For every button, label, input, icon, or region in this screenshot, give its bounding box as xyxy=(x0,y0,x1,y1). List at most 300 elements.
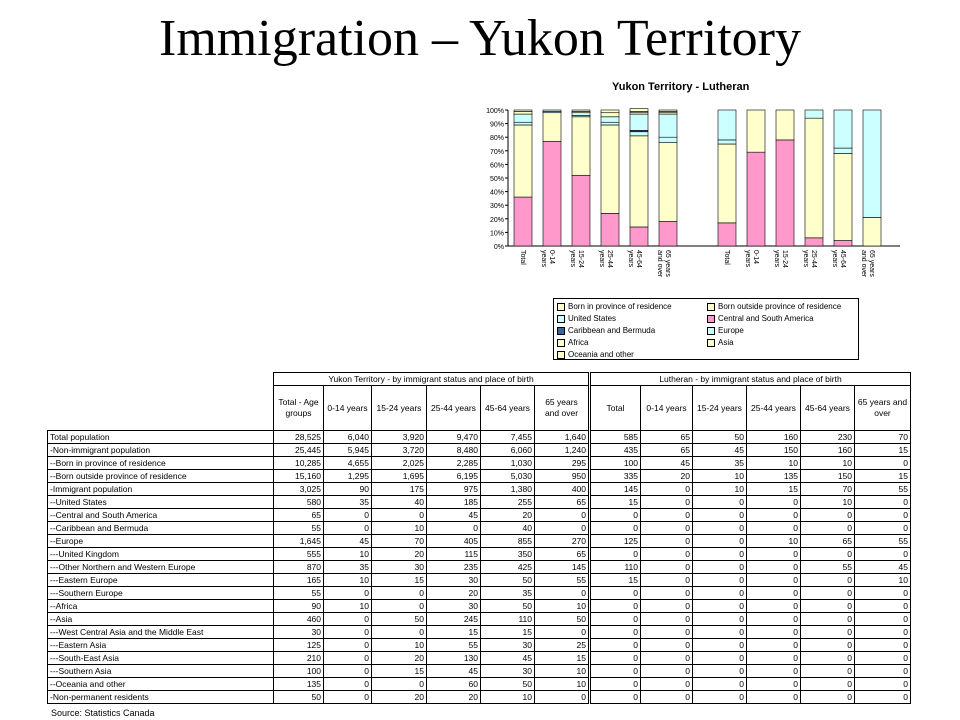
table-cell: 125 xyxy=(591,535,641,548)
table-row xyxy=(591,548,911,561)
table-row xyxy=(48,496,589,509)
table-cell: 0 xyxy=(591,678,641,691)
table-row xyxy=(591,678,911,691)
table-row xyxy=(48,626,589,639)
column-header: 25-44 years xyxy=(427,386,481,431)
table-cell: 70 xyxy=(855,431,911,444)
table-cell: 0 xyxy=(693,600,747,613)
table-cell: 40 xyxy=(372,496,427,509)
table-row xyxy=(591,665,911,678)
y-tick-label: 100% xyxy=(486,108,504,115)
row-label: ---Other Northern and Western Europe xyxy=(48,561,274,574)
row-label: --Born in province of residence xyxy=(48,457,274,470)
table-cell: 230 xyxy=(801,431,855,444)
bar-segment xyxy=(834,110,852,148)
bar-segment xyxy=(863,217,881,246)
table-cell: 65 xyxy=(641,444,693,457)
legend-swatch xyxy=(557,351,565,359)
table-cell: 555 xyxy=(274,548,324,561)
table-cell: 65 xyxy=(801,535,855,548)
table-cell: 35 xyxy=(324,561,372,574)
table-row xyxy=(48,522,589,535)
table-title-row xyxy=(48,373,589,386)
bar-segment xyxy=(718,223,736,246)
table-cell: 0 xyxy=(747,587,801,600)
x-tick-label: 25-44 xyxy=(810,250,817,268)
table-row xyxy=(591,691,911,704)
table-cell: 4,655 xyxy=(324,457,372,470)
x-tick-label: 15-24 xyxy=(577,250,584,268)
table-cell: 0 xyxy=(535,509,589,522)
table-cell: 10 xyxy=(535,665,589,678)
y-tick-label: 90% xyxy=(489,121,504,129)
table-cell: 0 xyxy=(591,522,641,535)
table-cell: 0 xyxy=(641,548,693,561)
table-cell: 10 xyxy=(693,483,747,496)
table-cell: 150 xyxy=(747,444,801,457)
table-row xyxy=(48,483,589,496)
table-cell: 0 xyxy=(855,522,911,535)
table-cell: 0 xyxy=(747,509,801,522)
table-cell: 270 xyxy=(535,535,589,548)
table-cell: 0 xyxy=(693,509,747,522)
table-row xyxy=(591,626,911,639)
column-header: 0-14 years xyxy=(324,386,372,431)
legend-item xyxy=(557,313,616,325)
x-tick-label: 15-24 xyxy=(781,250,788,268)
table-cell: 0 xyxy=(591,665,641,678)
table-cell: 145 xyxy=(591,483,641,496)
table-cell: 0 xyxy=(591,509,641,522)
row-label: ---United Kingdom xyxy=(48,548,274,561)
table-cell: 0 xyxy=(641,600,693,613)
table-cell: 15 xyxy=(855,444,911,457)
table-cell: 0 xyxy=(591,587,641,600)
table-cell: 405 xyxy=(427,535,481,548)
y-tick-label: 30% xyxy=(489,203,504,211)
table-cell: 65 xyxy=(641,431,693,444)
table-row xyxy=(48,561,589,574)
table-row xyxy=(48,678,589,691)
table-cell: 50 xyxy=(535,613,589,626)
table-row xyxy=(591,600,911,613)
table-cell: 30 xyxy=(481,639,535,652)
row-label: ---Eastern Europe xyxy=(48,574,274,587)
table-cell: 10 xyxy=(747,535,801,548)
table-title: Lutheran - by immigrant status and place of birth xyxy=(591,373,911,386)
table-row xyxy=(48,665,589,678)
row-label: -Non-immigrant population xyxy=(48,444,274,457)
table-cell: 50 xyxy=(372,613,427,626)
table-cell: 0 xyxy=(535,587,589,600)
column-header: 45-64 years xyxy=(481,386,535,431)
table-header-row xyxy=(48,386,589,431)
table-cell: 0 xyxy=(693,548,747,561)
table-cell: 0 xyxy=(855,691,911,704)
legend-item xyxy=(557,301,672,313)
bar-segment xyxy=(543,113,561,142)
table-cell: 60 xyxy=(427,678,481,691)
blank-cell xyxy=(48,373,274,386)
table-cell: 0 xyxy=(324,691,372,704)
table-cell: 15 xyxy=(855,470,911,483)
table-cell: 0 xyxy=(693,626,747,639)
table-cell: 0 xyxy=(324,613,372,626)
y-tick-label: 20% xyxy=(489,216,504,224)
table-cell: 1,240 xyxy=(535,444,589,457)
table-cell: 0 xyxy=(747,691,801,704)
table-cell: 25,445 xyxy=(274,444,324,457)
table-cell: 0 xyxy=(324,522,372,535)
table-cell: 0 xyxy=(801,587,855,600)
table-cell: 0 xyxy=(591,548,641,561)
table-cell: 150 xyxy=(801,470,855,483)
bar-segment xyxy=(630,227,648,246)
column-header: 65 years and over xyxy=(535,386,589,431)
table-row xyxy=(591,535,911,548)
table-cell: 0 xyxy=(747,548,801,561)
row-label: --Oceania and other xyxy=(48,678,274,691)
legend-item xyxy=(707,337,734,349)
table-cell: 0 xyxy=(324,639,372,652)
table-cell: 0 xyxy=(747,496,801,509)
table-cell: 0 xyxy=(855,548,911,561)
row-label: ---Southern Europe xyxy=(48,587,274,600)
bar-segment xyxy=(834,241,852,246)
table-row xyxy=(48,613,589,626)
row-label: ---South-East Asia xyxy=(48,652,274,665)
table-cell: 15 xyxy=(535,652,589,665)
bar-segment xyxy=(601,122,619,125)
x-tick-label: 0-14 xyxy=(752,250,759,265)
table-cell: 35 xyxy=(481,587,535,600)
table-row xyxy=(591,639,911,652)
table-cell: 9,470 xyxy=(427,431,481,444)
row-label: --Born outside province of residence xyxy=(48,470,274,483)
column-header: 45-64 years xyxy=(801,386,855,431)
table-cell: 0 xyxy=(855,587,911,600)
table-row xyxy=(48,470,589,483)
table-cell: 0 xyxy=(747,561,801,574)
legend-swatch xyxy=(707,315,715,323)
table-cell: 0 xyxy=(855,678,911,691)
table-cell: 0 xyxy=(747,600,801,613)
row-label: --Europe xyxy=(48,535,274,548)
table-cell: 0 xyxy=(324,665,372,678)
table-cell: 0 xyxy=(693,613,747,626)
table-cell: 15 xyxy=(427,626,481,639)
table-cell: 0 xyxy=(855,509,911,522)
table-cell: 0 xyxy=(693,496,747,509)
bar-segment xyxy=(630,132,648,136)
table-cell: 1,645 xyxy=(274,535,324,548)
table-row xyxy=(48,639,589,652)
table-header-row xyxy=(591,386,911,431)
table-cell: 0 xyxy=(693,691,747,704)
table-cell: 0 xyxy=(641,613,693,626)
table-title-row xyxy=(591,373,911,386)
table-cell: 0 xyxy=(641,665,693,678)
x-tick-label: and over xyxy=(860,250,867,278)
table-cell: 55 xyxy=(855,483,911,496)
table-cell: 0 xyxy=(324,587,372,600)
table-cell: 0 xyxy=(641,587,693,600)
bar-segment xyxy=(514,122,532,125)
table-cell: 0 xyxy=(747,652,801,665)
chart-legend xyxy=(553,298,859,360)
bar-segment xyxy=(601,117,619,122)
legend-item xyxy=(557,337,588,349)
y-tick-label: 10% xyxy=(489,230,504,238)
table-cell: 0 xyxy=(747,665,801,678)
table-cell: 10 xyxy=(535,678,589,691)
blank-cell xyxy=(48,386,274,431)
table-cell: 0 xyxy=(747,574,801,587)
table-cell: 0 xyxy=(801,678,855,691)
table-cell: 10 xyxy=(855,574,911,587)
table-cell: 0 xyxy=(801,613,855,626)
table-cell: 45 xyxy=(427,509,481,522)
table-cell: 50 xyxy=(481,678,535,691)
table-row xyxy=(48,574,589,587)
table-cell: 20 xyxy=(372,652,427,665)
table-cell: 45 xyxy=(481,652,535,665)
table-cell: 0 xyxy=(693,535,747,548)
x-tick-label: years xyxy=(744,250,751,268)
table-cell: 45 xyxy=(641,457,693,470)
table-row xyxy=(591,457,911,470)
table-row xyxy=(591,444,911,457)
row-label: -Non-permanent residents xyxy=(48,691,274,704)
bar-segment xyxy=(601,125,619,213)
column-header: 25-44 years xyxy=(747,386,801,431)
y-tick-label: 70% xyxy=(489,148,504,156)
table-cell: 0 xyxy=(747,522,801,535)
table-cell: 0 xyxy=(693,574,747,587)
table-cell: 0 xyxy=(641,561,693,574)
table-cell: 0 xyxy=(372,678,427,691)
row-label: ---Eastern Asia xyxy=(48,639,274,652)
table-cell: 2,285 xyxy=(427,457,481,470)
bar-segment xyxy=(863,110,881,217)
table-cell: 0 xyxy=(372,587,427,600)
table-cell: 15,160 xyxy=(274,470,324,483)
bar-segment xyxy=(514,114,532,122)
table-cell: 0 xyxy=(801,548,855,561)
table-cell: 50 xyxy=(481,574,535,587)
bar-segment xyxy=(572,175,590,246)
table-row xyxy=(591,574,911,587)
table-cell: 0 xyxy=(372,626,427,639)
table-cell: 20 xyxy=(641,470,693,483)
table-cell: 135 xyxy=(274,678,324,691)
table-cell: 10 xyxy=(801,496,855,509)
table-cell: 0 xyxy=(641,509,693,522)
table-cell: 0 xyxy=(693,678,747,691)
table-row xyxy=(48,548,589,561)
row-label: --Africa xyxy=(48,600,274,613)
table-cell: 0 xyxy=(801,691,855,704)
bar-segment xyxy=(572,117,590,175)
table-cell: 55 xyxy=(801,561,855,574)
table-cell: 3,720 xyxy=(372,444,427,457)
column-header: Total - Age groups xyxy=(274,386,324,431)
table-cell: 115 xyxy=(427,548,481,561)
table-cell: 160 xyxy=(801,444,855,457)
table-cell: 0 xyxy=(855,457,911,470)
table-cell: 15 xyxy=(591,574,641,587)
table-cell: 0 xyxy=(535,691,589,704)
table-cell: 10 xyxy=(372,522,427,535)
table-cell: 20 xyxy=(481,509,535,522)
table-cell: 65 xyxy=(274,509,324,522)
table-cell: 0 xyxy=(693,522,747,535)
legend-item xyxy=(707,313,814,325)
row-label: -Immigrant population xyxy=(48,483,274,496)
x-tick-label: Total xyxy=(723,250,730,265)
x-tick-label: 0-14 xyxy=(548,250,555,265)
table-cell: 0 xyxy=(693,665,747,678)
table-row xyxy=(48,587,589,600)
table-cell: 0 xyxy=(641,483,693,496)
bar-segment xyxy=(659,137,677,142)
bar-segment xyxy=(514,111,532,114)
table-cell: 8,480 xyxy=(427,444,481,457)
table-cell: 0 xyxy=(801,509,855,522)
table-cell: 0 xyxy=(801,522,855,535)
bar-segment xyxy=(630,109,648,112)
table-cell: 30 xyxy=(274,626,324,639)
table-cell: 0 xyxy=(855,626,911,639)
legend-label: Africa xyxy=(568,338,589,347)
row-label: ---Southern Asia xyxy=(48,665,274,678)
row-label: ---West Central Asia and the Middle East xyxy=(48,626,274,639)
bar-segment xyxy=(601,213,619,246)
table-cell: 425 xyxy=(481,561,535,574)
table-row xyxy=(591,470,911,483)
bar-segment xyxy=(630,114,648,130)
x-tick-label: 65 years xyxy=(868,250,875,277)
table-cell: 50 xyxy=(693,431,747,444)
legend-label: Oceania and other xyxy=(568,350,634,359)
bar-segment xyxy=(747,110,765,152)
table-cell: 0 xyxy=(641,574,693,587)
legend-label: Caribbean and Bermuda xyxy=(568,326,656,335)
table-cell: 295 xyxy=(535,457,589,470)
table-cell: 0 xyxy=(591,691,641,704)
table-row xyxy=(591,587,911,600)
lutheran-table xyxy=(590,372,911,704)
x-tick-label: and over xyxy=(656,250,663,278)
table-cell: 1,295 xyxy=(324,470,372,483)
table-cell: 0 xyxy=(641,496,693,509)
table-cell: 90 xyxy=(274,600,324,613)
table-cell: 70 xyxy=(801,483,855,496)
table-cell: 55 xyxy=(535,574,589,587)
table-cell: 70 xyxy=(372,535,427,548)
yukon-table xyxy=(47,372,589,704)
column-header: Total xyxy=(591,386,641,431)
bar-segment xyxy=(718,144,736,223)
table-cell: 0 xyxy=(801,639,855,652)
table-cell: 585 xyxy=(591,431,641,444)
table-cell: 6,195 xyxy=(427,470,481,483)
table-cell: 0 xyxy=(801,665,855,678)
y-tick-label: 50% xyxy=(489,176,504,183)
table-cell: 45 xyxy=(693,444,747,457)
table-cell: 0 xyxy=(693,587,747,600)
table-row xyxy=(591,483,911,496)
x-tick-label: years xyxy=(540,250,547,268)
bar-segment xyxy=(514,197,532,246)
bar-segment xyxy=(776,110,794,140)
bar-segment xyxy=(601,113,619,117)
table-cell: 5,945 xyxy=(324,444,372,457)
table-cell: 20 xyxy=(372,548,427,561)
table-cell: 5,030 xyxy=(481,470,535,483)
table-cell: 15 xyxy=(747,483,801,496)
legend-swatch xyxy=(557,315,565,323)
bar-segment xyxy=(659,110,677,111)
table-cell: 0 xyxy=(855,613,911,626)
x-tick-label: 45-64 xyxy=(635,250,642,268)
table-cell: 10 xyxy=(481,691,535,704)
bar-segment xyxy=(630,136,648,227)
table-cell: 975 xyxy=(427,483,481,496)
table-cell: 15 xyxy=(591,496,641,509)
table-cell: 30 xyxy=(481,665,535,678)
table-cell: 10 xyxy=(801,457,855,470)
table-cell: 435 xyxy=(591,444,641,457)
x-tick-label: years xyxy=(598,250,605,268)
row-label: --Caribbean and Bermuda xyxy=(48,522,274,535)
legend-swatch xyxy=(707,339,715,347)
table-cell: 0 xyxy=(591,626,641,639)
legend-item xyxy=(707,325,744,337)
table-cell: 0 xyxy=(641,626,693,639)
legend-label: Born outside province of residence xyxy=(718,302,842,311)
table-row xyxy=(591,522,911,535)
table-cell: 100 xyxy=(274,665,324,678)
table-cell: 1,640 xyxy=(535,431,589,444)
row-label: --Central and South America xyxy=(48,509,274,522)
source-note: Source: Statistics Canada xyxy=(51,708,155,718)
column-header: 65 years and over xyxy=(855,386,911,431)
table-cell: 10 xyxy=(324,600,372,613)
bar-segment xyxy=(659,222,677,246)
table-cell: 55 xyxy=(274,522,324,535)
table-cell: 0 xyxy=(855,496,911,509)
table-cell: 0 xyxy=(855,652,911,665)
table-cell: 350 xyxy=(481,548,535,561)
legend-label: United States xyxy=(568,314,617,323)
table-cell: 15 xyxy=(481,626,535,639)
table-cell: 7,455 xyxy=(481,431,535,444)
table-cell: 10 xyxy=(324,548,372,561)
table-cell: 45 xyxy=(324,535,372,548)
legend-swatch xyxy=(707,303,715,311)
table-cell: 0 xyxy=(535,626,589,639)
table-cell: 0 xyxy=(641,639,693,652)
table-row xyxy=(48,691,589,704)
table-cell: 30 xyxy=(427,600,481,613)
page-title: Immigration – Yukon Territory xyxy=(159,10,801,67)
table-cell: 580 xyxy=(274,496,324,509)
table-cell: 0 xyxy=(747,678,801,691)
table-row xyxy=(48,600,589,613)
table-cell: 185 xyxy=(427,496,481,509)
table-cell: 165 xyxy=(274,574,324,587)
